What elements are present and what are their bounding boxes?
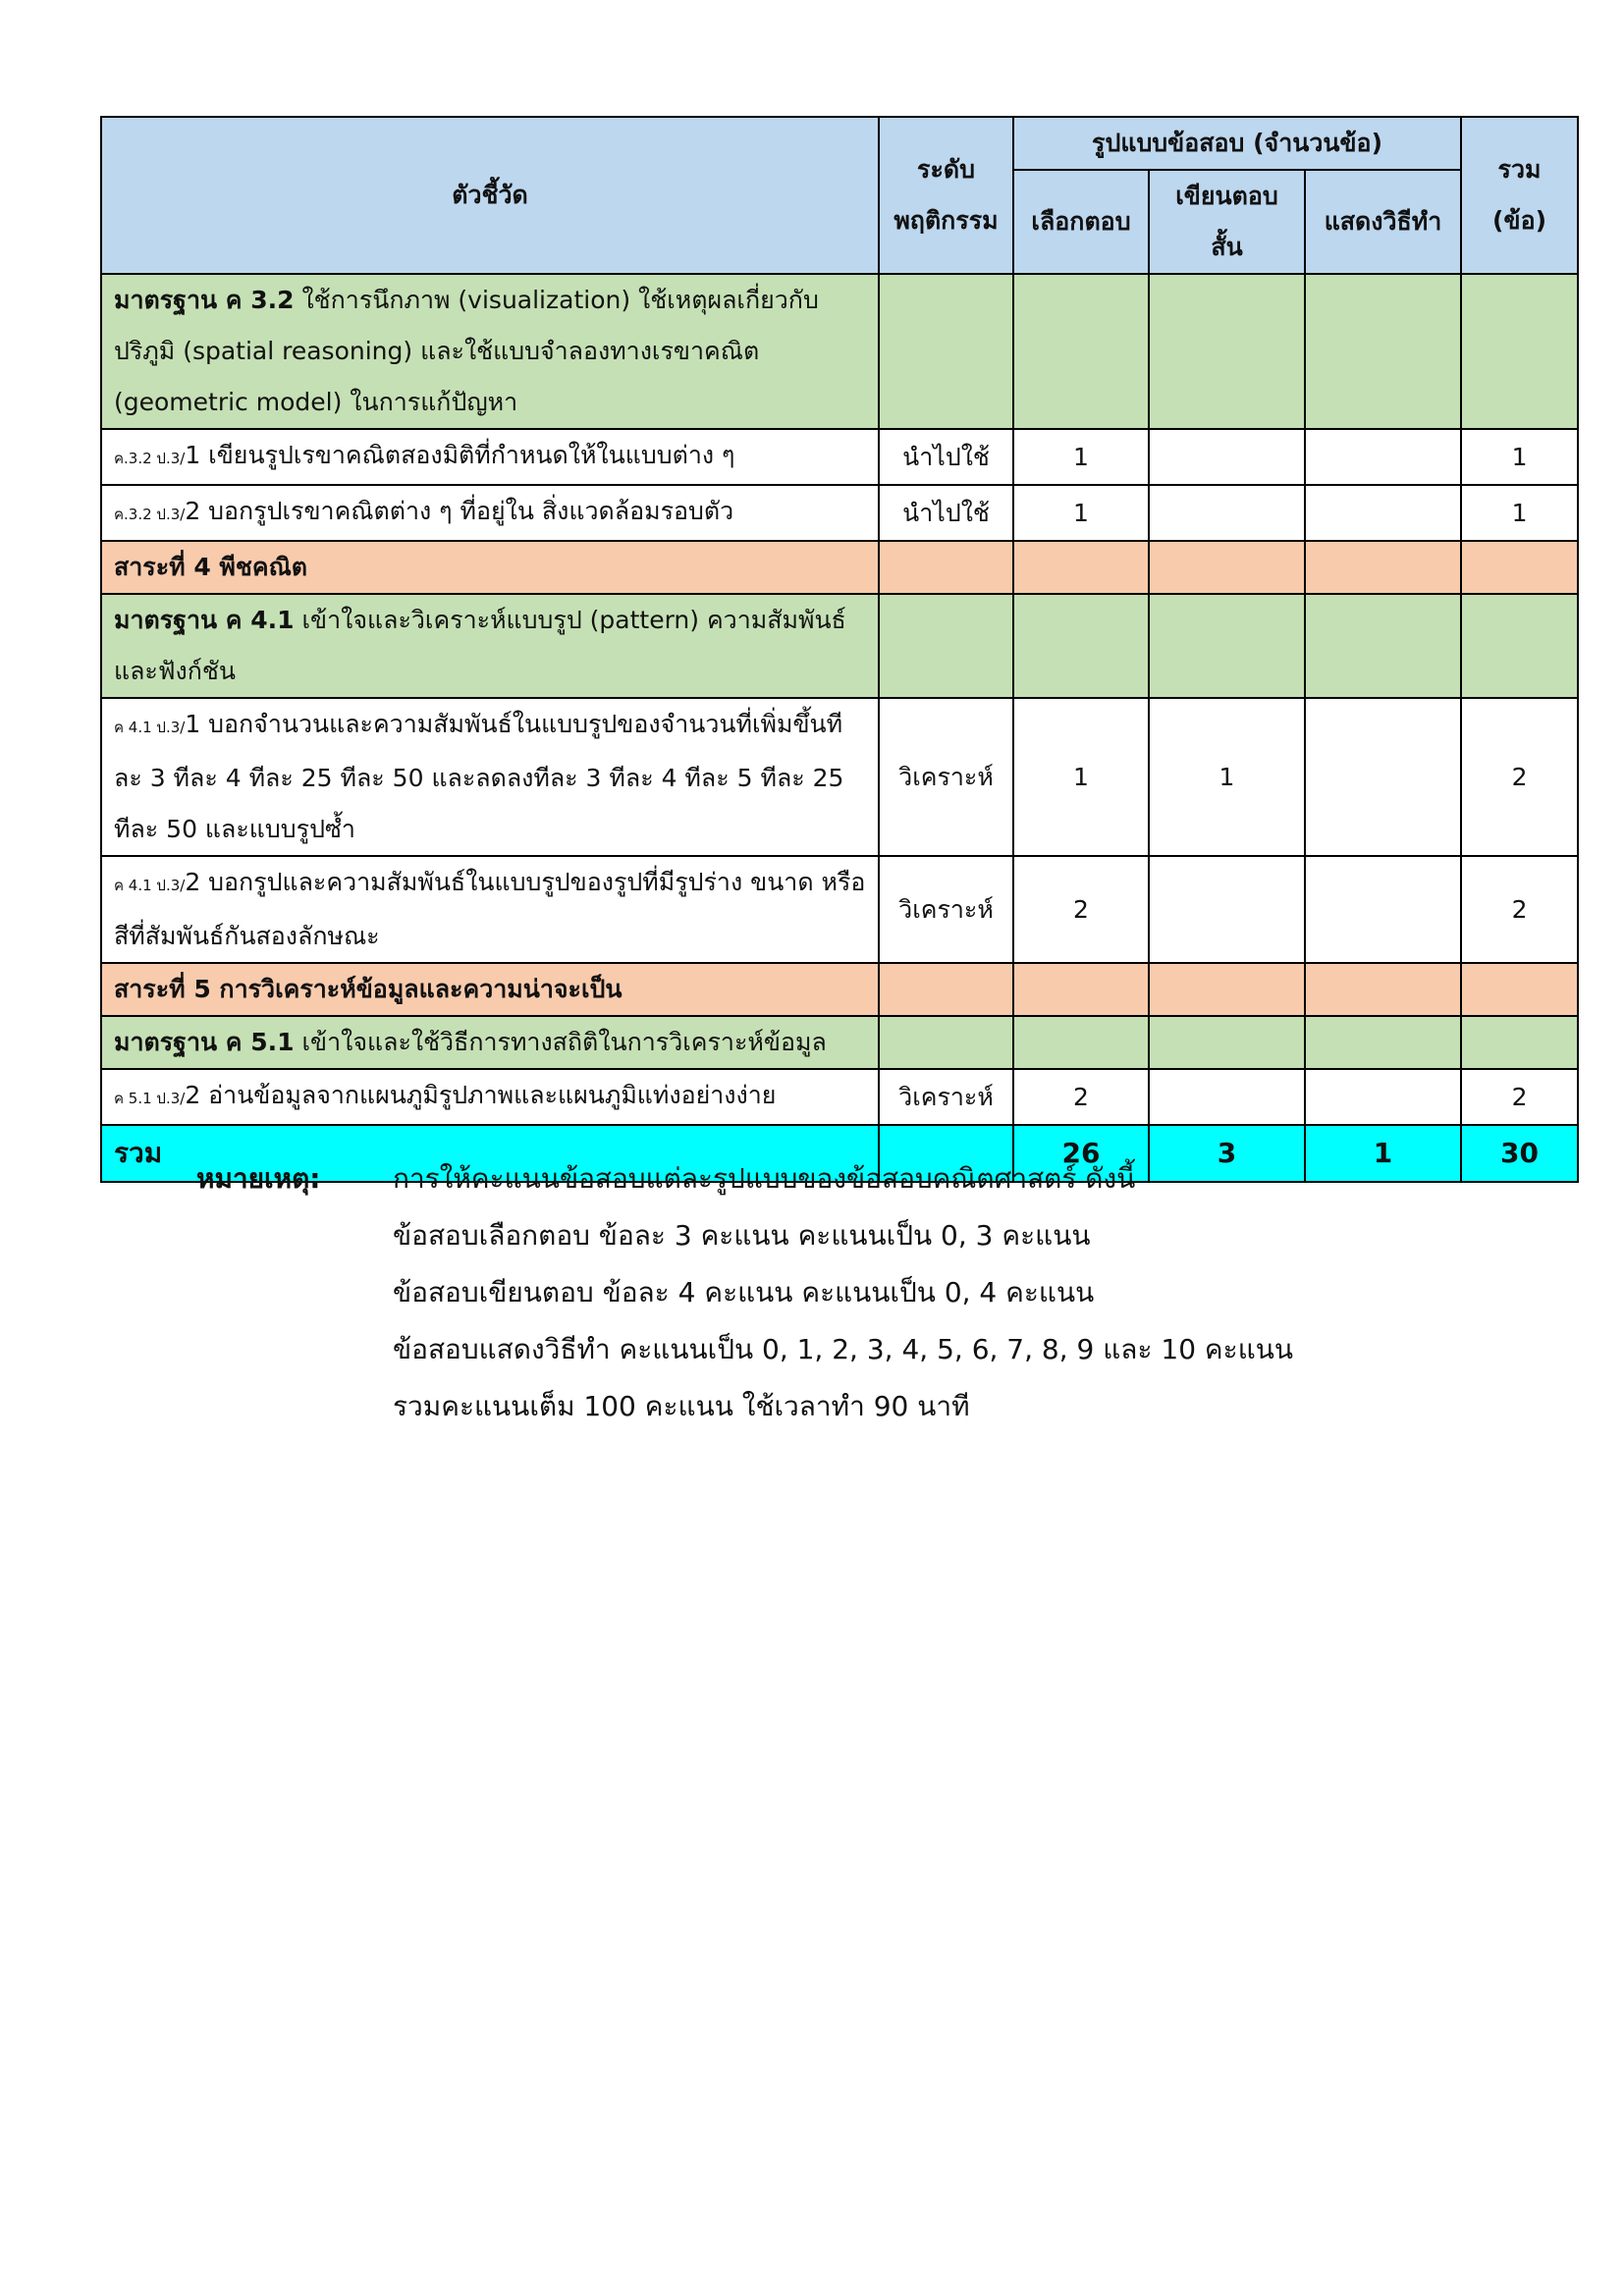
- level-cell: วิเคราะห์: [879, 856, 1013, 963]
- header-indicator: ตัวชี้วัด: [101, 117, 879, 274]
- total-label: รวม: [101, 1125, 879, 1182]
- table-row-standard: [101, 274, 1578, 429]
- row-total: 1: [1461, 485, 1578, 541]
- table-row: [101, 485, 1578, 541]
- header-test-format: รูปแบบข้อสอบ (จำนวนข้อ): [1013, 117, 1461, 170]
- sw-count: [1305, 698, 1461, 856]
- sw-count: [1305, 1069, 1461, 1125]
- sa-count: [1149, 485, 1305, 541]
- level-cell: นำไปใช้: [879, 485, 1013, 541]
- table-row: [101, 1069, 1578, 1125]
- table-row-strand: [101, 541, 1578, 594]
- level-cell: นำไปใช้: [879, 429, 1013, 485]
- row-total: 2: [1461, 856, 1578, 963]
- sa-count: 1: [1149, 698, 1305, 856]
- total-mc: 26: [1013, 1125, 1149, 1182]
- test-blueprint-table: [100, 116, 1579, 1183]
- sw-count: [1305, 429, 1461, 485]
- table-row-strand: [101, 963, 1578, 1016]
- sa-count: [1149, 1069, 1305, 1125]
- header-multiple-choice: เลือกตอบ: [1013, 170, 1149, 274]
- total-sw: 1: [1305, 1125, 1461, 1182]
- mc-count: 1: [1013, 485, 1149, 541]
- indicator-cell: ค 4.1 ป.3/1 บอกจำนวนและความสัมพันธ์ในแบบรูปของจำนวนที่เพิ่มขึ้นทีละ 3 ทีละ 4 ทีละ 25 ทีละ 50 และลดลงทีละ 3 ทีละ 4 ทีละ 5 ทีละ 25 ทีละ 50 และแบบรูปซ้ำ: [101, 698, 879, 856]
- table-row-standard: [101, 594, 1578, 698]
- total-all: 30: [1461, 1125, 1578, 1182]
- mc-count: 2: [1013, 1069, 1149, 1125]
- level-cell: วิเคราะห์: [879, 698, 1013, 856]
- total-sa: 3: [1149, 1125, 1305, 1182]
- header-total-items: รวม (ข้อ): [1461, 117, 1578, 274]
- row-total: 1: [1461, 429, 1578, 485]
- header-show-work: แสดงวิธีทำ: [1305, 170, 1461, 274]
- sa-count: [1149, 429, 1305, 485]
- table-row: [101, 856, 1578, 963]
- indicator-cell: ค.3.2 ป.3/2 บอกรูปเรขาคณิตต่าง ๆ ที่อยู่ใน สิ่งแวดล้อมรอบตัว: [101, 485, 879, 541]
- row-total: 2: [1461, 698, 1578, 856]
- sa-count: [1149, 856, 1305, 963]
- header-behavior-level: ระดับ พฤติกรรม: [879, 117, 1013, 274]
- standard-cell: มาตรฐาน ค 4.1 เข้าใจและวิเคราะห์แบบรูป (pattern) ความสัมพันธ์ และฟังก์ชัน: [101, 594, 879, 698]
- note-line: ข้อสอบแสดงวิธีทำ คะแนนเป็น 0, 1, 2, 3, 4, 5, 6, 7, 8, 9 และ 10 คะแนน: [393, 1333, 1294, 1365]
- notes-lines: [393, 1150, 1424, 1435]
- standard-cell: มาตรฐาน ค 3.2 ใช้การนึกภาพ (visualization) ใช้เหตุผลเกี่ยวกับปริภูมิ (spatial reasoning) และใช้แบบจำลองทางเรขาคณิต (geometric model) ในการแก้ปัญหา: [101, 274, 879, 429]
- table-row-standard: [101, 1016, 1578, 1069]
- mc-count: 2: [1013, 856, 1149, 963]
- table-row: [101, 698, 1578, 856]
- row-total: 2: [1461, 1069, 1578, 1125]
- strand-cell: สาระที่ 5 การวิเคราะห์ข้อมูลและความน่าจะเป็น: [101, 963, 879, 1016]
- indicator-cell: ค 5.1 ป.3/2 อ่านข้อมูลจากแผนภูมิรูปภาพและแผนภูมิแท่งอย่างง่าย: [101, 1069, 879, 1125]
- mc-count: 1: [1013, 698, 1149, 856]
- header-short-answer: เขียนตอบสั้น: [1149, 170, 1305, 274]
- note-line: ข้อสอบเขียนตอบ ข้อละ 4 คะแนน คะแนนเป็น 0, 4 คะแนน: [393, 1276, 1095, 1308]
- note-line: รวมคะแนนเต็ม 100 คะแนน ใช้เวลาทำ 90 นาที: [393, 1390, 970, 1422]
- level-cell: วิเคราะห์: [879, 1069, 1013, 1125]
- table-row: [101, 429, 1578, 485]
- notes-label: หมายเหตุ:: [196, 1162, 321, 1195]
- standard-cell: มาตรฐาน ค 5.1 เข้าใจและใช้วิธีการทางสถิติในการวิเคราะห์ข้อมูล: [101, 1016, 879, 1069]
- mc-count: 1: [1013, 429, 1149, 485]
- strand-cell: สาระที่ 4 พีชคณิต: [101, 541, 879, 594]
- sw-count: [1305, 856, 1461, 963]
- note-line: การให้คะแนนข้อสอบแต่ละรูปแบบของข้อสอบคณิตศาสตร์ ดังนี้: [393, 1162, 1136, 1195]
- indicator-cell: ค 4.1 ป.3/2 บอกรูปและความสัมพันธ์ในแบบรูปของรูปที่มีรูปร่าง ขนาด หรือสีที่สัมพันธ์กันสองลักษณะ: [101, 856, 879, 963]
- sw-count: [1305, 485, 1461, 541]
- indicator-cell: ค.3.2 ป.3/1 เขียนรูปเรขาคณิตสองมิติที่กำหนดให้ในแบบต่าง ๆ: [101, 429, 879, 485]
- note-line: ข้อสอบเลือกตอบ ข้อละ 3 คะแนน คะแนนเป็น 0, 3 คะแนน: [393, 1219, 1091, 1252]
